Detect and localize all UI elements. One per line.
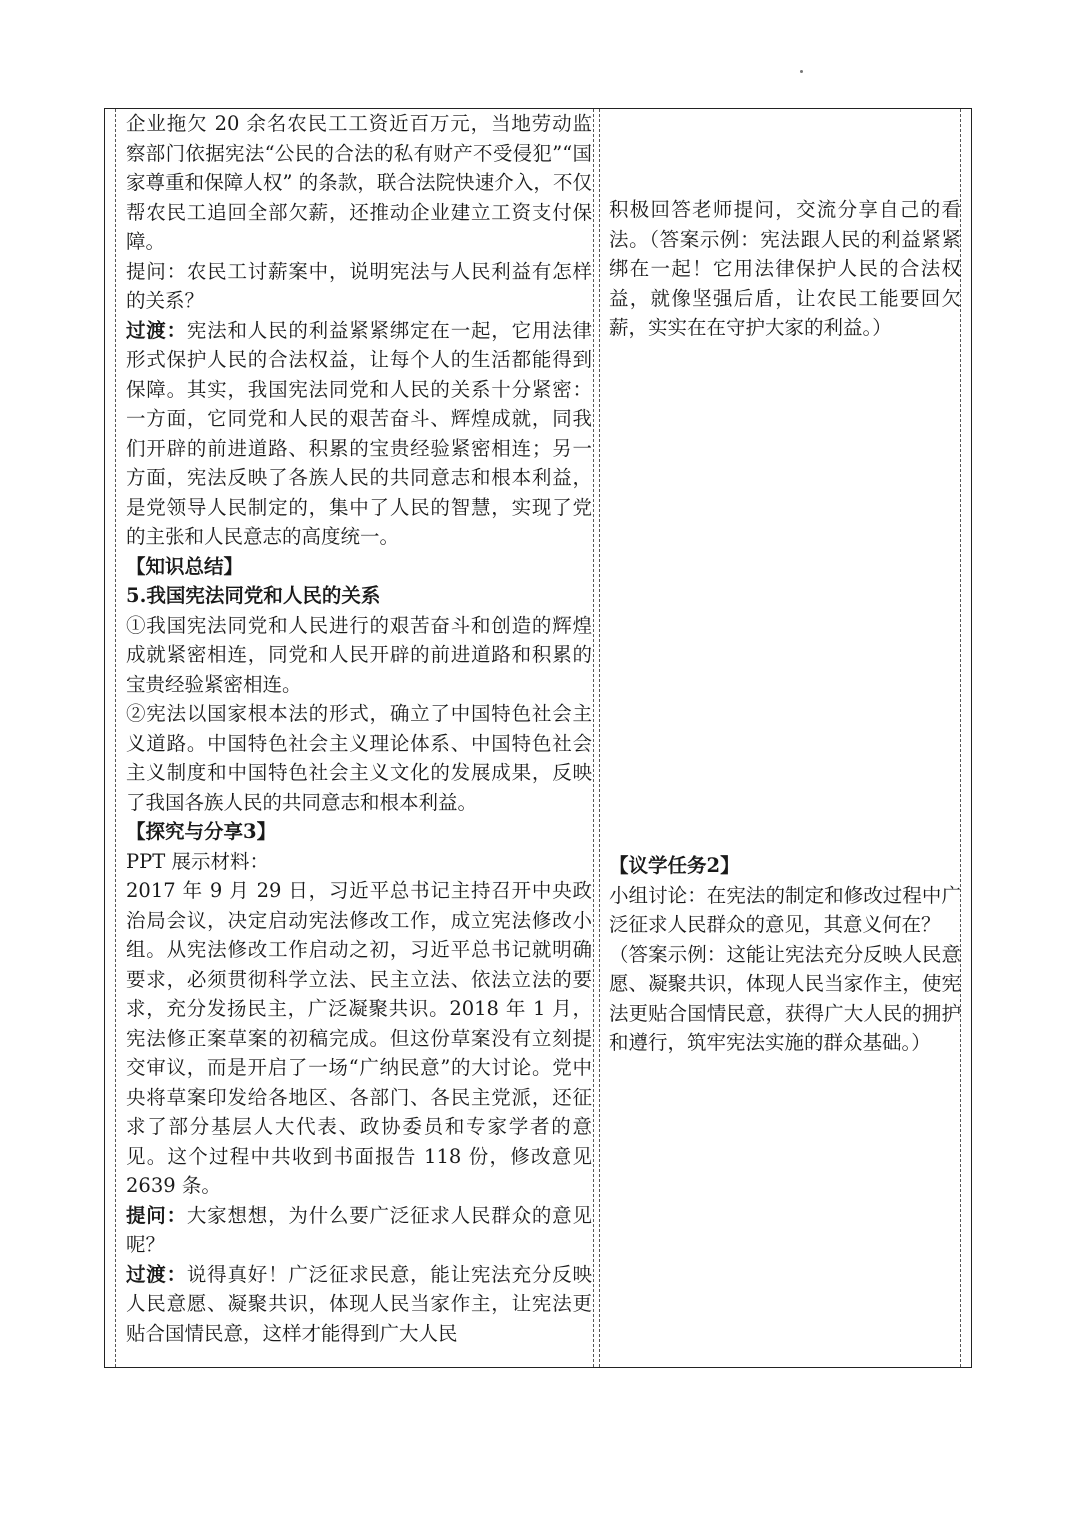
question-2 (126, 1201, 592, 1260)
ppt-label: PPT 展示材料： (126, 849, 269, 873)
transition-label: 过渡： (126, 1262, 187, 1286)
explore-share-heading: 【探究与分享3】 (126, 820, 277, 843)
page-mark-dot (800, 70, 803, 73)
knowledge-point-2: ②宪法以国家根本法的形式，确立了中国特色社会主义道路。中国特色社会主义理论体系、中国特色社会主义制度和中国特色社会主义文化的发展成果，反映了我国各族人民的共同意志和根本利益。 (126, 702, 592, 814)
discussion-task-heading: 【议学任务2】 (609, 854, 740, 877)
question-1: 提问：农民工讨薪案中，说明宪法与人民利益有怎样的关系？ (126, 259, 592, 312)
transition-text: 说得真好！广泛征求民意，能让宪法充分反映人民意愿、凝聚共识，体现人民当家作主，让宪法更贴合国情民意，这样才能得到广大人民 (126, 1262, 592, 1345)
knowledge-point-title: 5.我国宪法同党和人民的关系 (126, 584, 381, 607)
column-divider (599, 109, 600, 1367)
transition-text: 宪法和人民的利益紧紧绑定在一起，它用法律形式保护人民的合法权益，让每个人的生活都能得到保障。其实，我国宪法同党和人民的关系十分紧密：一方面，它同党和人民的艰苦奋斗、辉煌成就，同我们开辟的前进道路、积累的宝贵经验紧密相连；另一方面，宪法反映了各族人民的共同意志和根本利益，是党领导人民制定的，集中了人民的智慧，实现了党的主张和人民意志的高度统一。 (126, 318, 592, 548)
ppt-material-text: 2017 年 9 月 29 日，习近平总书记主持召开中央政治局会议，决定启动宪法修改工作，成立宪法修改小组。从宪法修改工作启动之初，习近平总书记就明确要求，必须贯彻科学立法、民主立法、依法立法的要求，充分发扬民主，广泛凝聚共识。2018 年 1 月，宪法修正案草案的初稿完成。但这份草案没有立刻提交审议，而是开启了一场“广纳民意”的大讨论。党中央将草案印发给各地区、各部门、各民主党派，还征求了部分基层人大代表、政协委员和专家学者的意见。这个过程中共收到书面报告 118 份，修改意见 2639 条。 (126, 879, 592, 1197)
knowledge-point-1: ①我国宪法同党和人民进行的艰苦奋斗和创造的辉煌成就紧密相连，同党和人民开辟的前进道路和积累的宝贵经验紧密相连。 (126, 613, 592, 696)
student-response-block-2 (609, 851, 961, 1058)
teacher-activity-column (126, 109, 592, 1348)
summary-heading: 【知识总结】 (126, 554, 244, 578)
student-answer-1: 积极回答老师提问，交流分享自己的看法。（答案示例：宪法跟人民的利益紧紧绑在一起！它用法律保护人民的合法权益，就像坚强后盾，让农民工能要回欠薪，实实在在守护大家的利益。） (609, 198, 961, 339)
question-text: 大家想想，为什么要广泛征求人民群众的意见呢？ (126, 1203, 592, 1256)
transition-label: 过渡： (126, 318, 187, 342)
case-material-text: 企业拖欠 20 余名农民工工资近百万元，当地劳动监察部门依据宪法“公民的合法的私有财产不受侵犯”“国家尊重和保障人权” 的条款，联合法院快速介入，不仅帮农民工追回全部欠薪，还推动企业建立工资支付保障。 (126, 112, 592, 253)
question-label: 提问： (126, 1203, 187, 1227)
discussion-task-text: 小组讨论：在宪法的制定和修改过程中广泛征求人民群众的意见，其意义何在？ (609, 883, 961, 936)
column-divider (593, 109, 594, 1367)
student-response-block-1 (609, 195, 961, 343)
transition-1 (126, 316, 592, 552)
student-answer-2: （答案示例：这能让宪法充分反映人民意愿、凝聚共识，体现人民当家作主，使宪法更贴合国情民意，获得广大人民的拥护和遵行，筑牢宪法实施的群众基础。） (609, 942, 961, 1054)
column-divider (115, 109, 116, 1367)
lesson-table (104, 108, 972, 1368)
transition-2 (126, 1260, 592, 1349)
